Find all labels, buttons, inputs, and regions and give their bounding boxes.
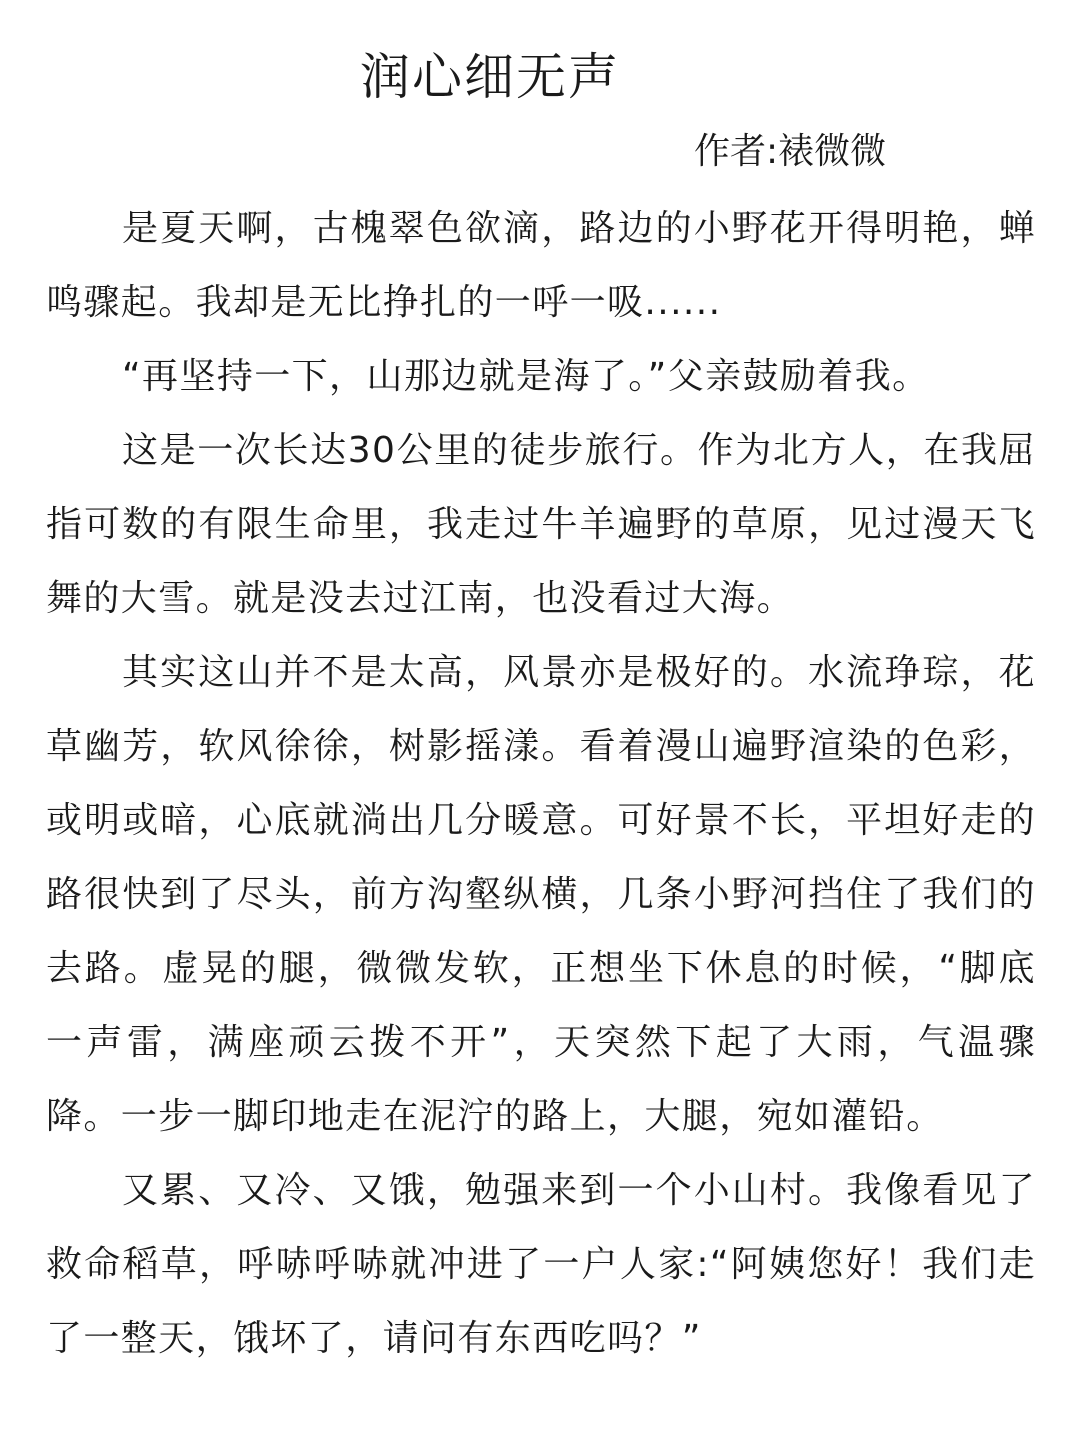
paragraph: 是夏天啊，古槐翠色欲滴，路边的小野花开得明艳，蝉鸣骤起。我却是无比挣扎的一呼一吸...... xyxy=(46,208,1036,323)
paragraph: 其实这山并不是太高，风景亦是极好的。水流琤琮，花草幽芳，软风徐徐，树影摇漾。看着漫山遍野渲染的色彩，或明或暗，心底就淌出几分暖意。可好景不长，平坦好走的路很快到了尽头，前方沟壑纵横，几条小野河挡住了我们的去路。虚晃的腿，微微发软，正想坐下休息的时候，“脚底一声雷，满座顽云拨不开”，天突然下起了大雨，气温骤降。一步一脚印地走在泥泞的路上，大腿，宛如灌铅。 xyxy=(46,652,1036,1137)
paragraph: “再坚持一下，山那边就是海了。”父亲鼓励着我。 xyxy=(122,356,930,397)
article-body xyxy=(46,192,1036,1376)
paragraph: 这是一次长达30公里的徒步旅行。作为北方人，在我屈指可数的有限生命里，我走过牛羊遍野的草原，见过漫天飞舞的大雪。就是没去过江南，也没看过大海。 xyxy=(46,430,1036,619)
author-line: 作者:裱微微 xyxy=(694,131,887,172)
paragraph: 又累、又冷、又饿，勉强来到一个小山村。我像看见了救命稻草，呼哧呼哧就冲进了一户人家:“阿姨您好！我们走了一整天，饿坏了，请问有东西吃吗？” xyxy=(46,1170,1036,1359)
article-title: 润心细无声 xyxy=(360,48,620,106)
